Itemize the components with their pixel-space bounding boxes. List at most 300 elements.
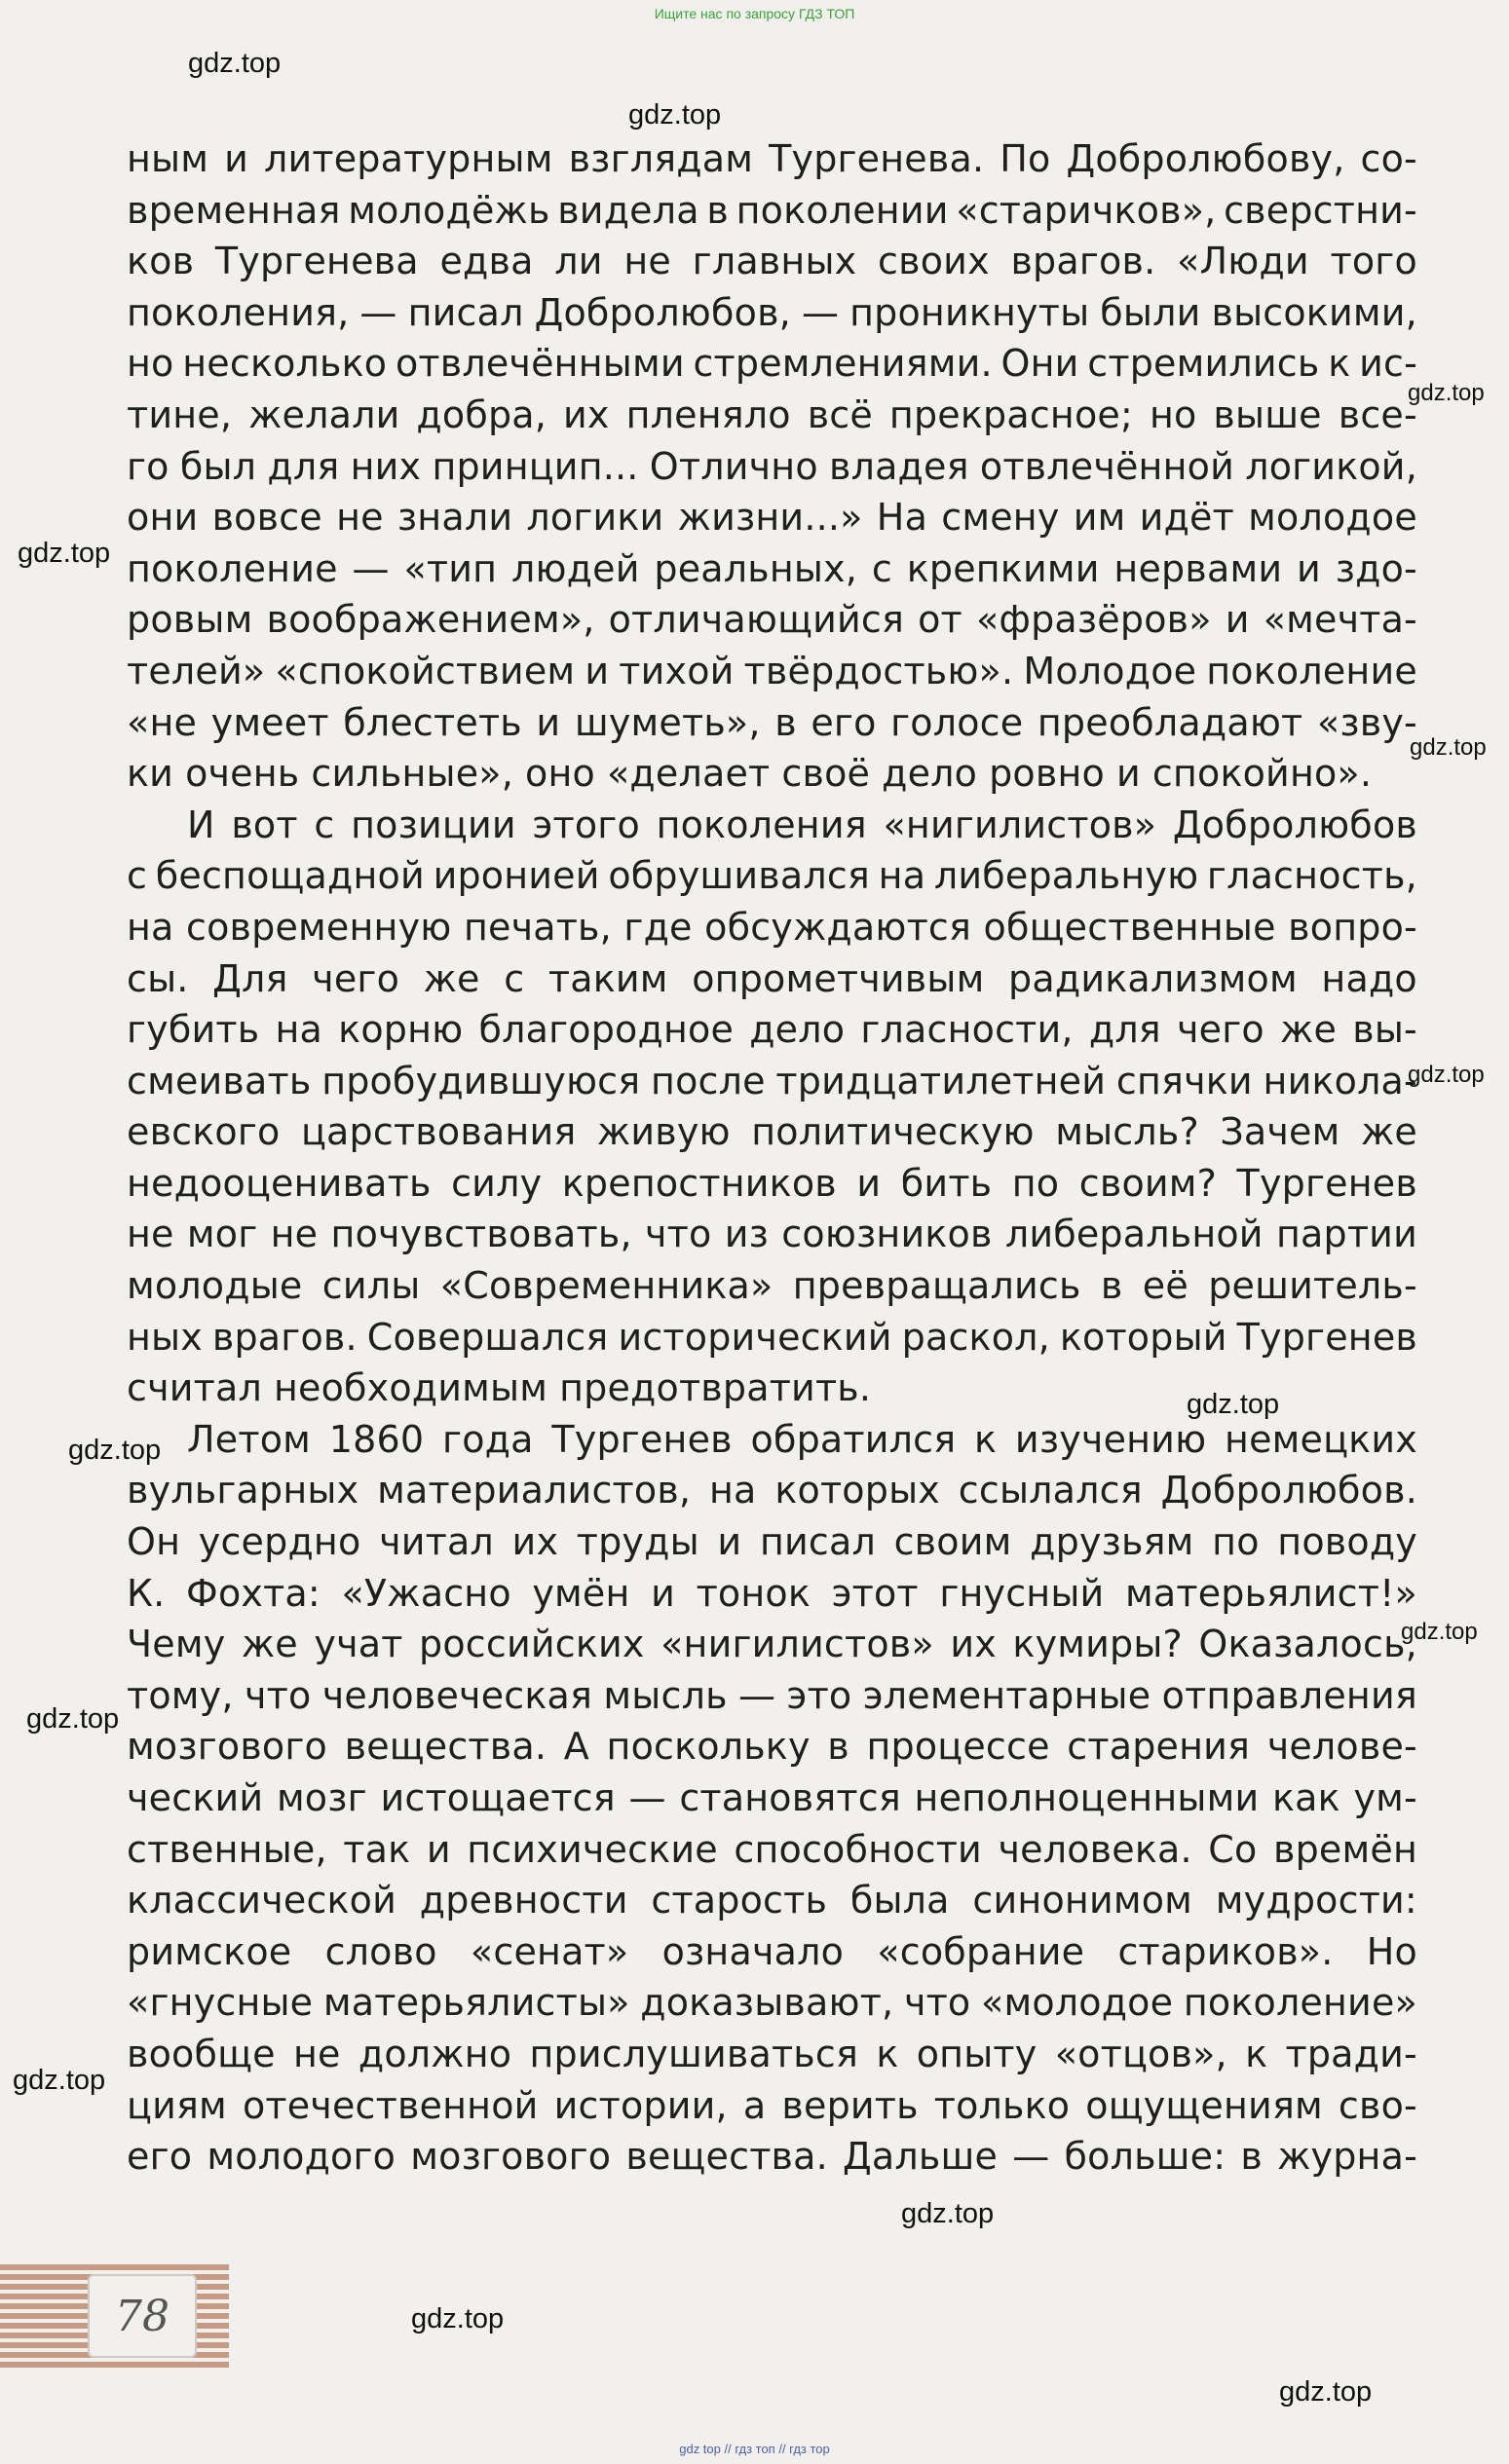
word: политическую <box>751 1110 1035 1154</box>
word: элементарные <box>862 1673 1151 1717</box>
word: Отлично <box>649 444 818 488</box>
word: «молодое <box>981 1981 1174 2025</box>
text-line <box>127 902 1417 953</box>
word: едва <box>439 240 534 283</box>
word: поколение <box>1206 649 1417 692</box>
word: логики <box>526 496 664 540</box>
word: российских <box>419 1623 645 1666</box>
word: доказывают, <box>640 1981 894 2025</box>
word: нервами <box>1113 546 1283 590</box>
word: «гнусные <box>127 1981 314 2025</box>
word: их <box>563 392 610 436</box>
word: бить <box>900 1161 993 1205</box>
word: на <box>127 905 174 949</box>
word: исторический <box>618 1315 892 1359</box>
word: 1860 <box>328 1417 425 1461</box>
word: силу <box>451 1161 543 1205</box>
word: ощущениям <box>1085 2083 1323 2127</box>
word: а <box>742 2083 767 2127</box>
word: молодое <box>1248 496 1417 540</box>
word: чего <box>312 956 400 1000</box>
word: «Люди <box>1177 240 1309 283</box>
page-number: 78 <box>115 2291 170 2341</box>
word: их <box>511 1520 559 1564</box>
word: отвлечёнными <box>395 342 685 386</box>
word: вот <box>231 803 298 846</box>
word: что <box>645 1213 712 1256</box>
word: молодые <box>127 1264 303 1308</box>
word: твёрдостью». <box>743 649 1014 692</box>
word: неполноценными <box>914 1776 1260 1819</box>
word: Летом <box>187 1417 312 1461</box>
word: римское <box>127 1929 292 1973</box>
word: прекрасное; <box>888 392 1133 436</box>
text-line <box>127 441 1417 493</box>
word: «нигилистов» <box>883 803 1157 846</box>
word: молодёжь <box>348 188 550 232</box>
word: Дальше <box>843 2135 999 2179</box>
word: но <box>127 342 174 386</box>
word: не <box>270 1213 319 1256</box>
word: по <box>1212 1520 1260 1564</box>
text-line <box>127 1106 1417 1158</box>
word: печать, <box>463 905 612 949</box>
word: ум- <box>1353 1776 1417 1819</box>
text-line <box>127 236 1417 287</box>
word: иронией <box>433 854 600 898</box>
word: тине, <box>127 392 233 436</box>
word: со- <box>1360 137 1417 180</box>
word: к <box>1245 2032 1268 2075</box>
text-line <box>127 1260 1417 1312</box>
text-line <box>127 1414 1417 1466</box>
word: них <box>350 444 422 488</box>
text-line <box>127 1516 1417 1568</box>
watermark: gdz.top <box>1187 1389 1280 1420</box>
text-line <box>127 1209 1417 1260</box>
word: го <box>127 444 170 488</box>
word: голосе <box>890 700 1024 744</box>
word: логикой, <box>1245 444 1417 488</box>
word: они <box>127 496 199 540</box>
word: к <box>974 1417 998 1461</box>
word: поскольку <box>606 1725 811 1769</box>
word: общественные <box>983 905 1276 949</box>
word: выше <box>1213 392 1322 436</box>
word: «делает <box>606 752 771 796</box>
word: литературным <box>264 137 553 180</box>
word: «тип <box>403 546 498 590</box>
text-line <box>127 646 1417 697</box>
watermark: gdz.top <box>1401 1619 1478 1645</box>
word: партии <box>1275 1213 1417 1256</box>
text-line <box>127 1926 1417 1978</box>
text-line <box>127 1056 1417 1107</box>
word: мозг <box>276 1776 367 1819</box>
word: смену <box>941 496 1060 540</box>
word: преобладают <box>1037 700 1303 744</box>
word: по <box>1011 1161 1060 1205</box>
word: чего <box>1177 1008 1264 1052</box>
word: его <box>127 2135 193 2179</box>
word: решитель- <box>1208 1264 1417 1308</box>
word: надо <box>1321 956 1417 1000</box>
word: года <box>442 1417 534 1461</box>
word: добра, <box>416 392 547 436</box>
word: телей» <box>127 649 266 692</box>
word: с <box>504 956 525 1000</box>
word: с <box>314 803 335 846</box>
word: времён <box>1273 1827 1417 1871</box>
word: писал <box>759 1520 876 1564</box>
word: поколении <box>736 188 949 232</box>
word: царствования <box>300 1110 577 1154</box>
word: губить <box>127 1008 260 1052</box>
watermark: gdz.top <box>188 48 282 79</box>
word: обсуждаются <box>704 905 972 949</box>
word: где <box>623 905 693 949</box>
word: изучению <box>1014 1417 1207 1461</box>
word: больше: <box>1064 2135 1226 2179</box>
word: пробудившуюся <box>321 1059 641 1102</box>
word: учат <box>314 1623 403 1666</box>
text-line <box>127 1568 1417 1620</box>
word: не <box>127 1213 174 1256</box>
word: союзников <box>781 1213 993 1256</box>
word: отечественной <box>242 2083 539 2127</box>
word: гласность, <box>1206 854 1417 898</box>
word: очень <box>185 752 300 796</box>
word: видела <box>557 188 699 232</box>
word: вы- <box>1352 1008 1417 1052</box>
word: корню <box>338 1008 464 1052</box>
word: к <box>1328 342 1351 386</box>
word: тихой <box>619 649 735 692</box>
word: «отцов», <box>1054 2032 1227 2075</box>
word: дело <box>882 752 978 796</box>
word: психические <box>467 1827 718 1871</box>
word: и <box>585 649 610 692</box>
word: «собрание <box>877 1929 1085 1973</box>
watermark: gdz.top <box>26 1703 120 1735</box>
word: ис- <box>1359 342 1417 386</box>
word: же <box>1280 1008 1338 1052</box>
word: На <box>876 496 928 540</box>
word: классической <box>127 1879 397 1923</box>
text-line <box>127 800 1417 851</box>
word: мог <box>186 1213 258 1256</box>
word: Со <box>1208 1827 1258 1871</box>
word: обрушивался <box>608 854 870 898</box>
word: силы <box>321 1264 421 1308</box>
word: мозгового <box>410 2135 612 2179</box>
watermark: gdz.top <box>901 2198 995 2229</box>
word: ных <box>127 1315 203 1359</box>
word: всё <box>807 392 873 436</box>
text-line <box>127 185 1417 237</box>
word: был <box>179 444 257 488</box>
word: сверстни- <box>1224 188 1417 232</box>
word: Чему <box>127 1623 226 1666</box>
word: старения <box>1067 1725 1251 1769</box>
word: означало <box>661 1929 845 1973</box>
word: что <box>244 1673 312 1717</box>
word: — <box>359 290 397 334</box>
text-line <box>127 1977 1417 2029</box>
word: не <box>336 496 384 540</box>
word: стремились <box>1087 342 1320 386</box>
word: Тургенев <box>551 1417 733 1461</box>
text-line <box>127 2131 1417 2183</box>
word: жизни...» <box>677 496 863 540</box>
watermark: gdz.top <box>68 1435 162 1466</box>
word: крепкими <box>906 546 1100 590</box>
word: верить <box>781 2083 919 2127</box>
word: материалистов, <box>377 1469 692 1512</box>
word: и <box>1115 752 1141 796</box>
word: Фохта: <box>186 1571 321 1615</box>
word: опыту <box>916 2032 1037 2075</box>
body-text <box>127 133 1417 2183</box>
word: немецких <box>1225 1417 1417 1461</box>
word: реальных, <box>654 546 858 590</box>
word: того <box>1330 240 1417 283</box>
word: истощается <box>380 1776 616 1819</box>
word: отвлечённой <box>979 444 1234 488</box>
word: воображением», <box>266 598 595 642</box>
word: на <box>878 854 926 898</box>
word: челове- <box>1266 1725 1417 1769</box>
word: на <box>275 1008 323 1052</box>
word: же <box>241 1623 298 1666</box>
word: смеивать <box>127 1059 312 1102</box>
word: людей <box>510 546 640 590</box>
word: — <box>352 546 390 590</box>
word: же <box>423 956 480 1000</box>
word: гнусный <box>939 1571 1105 1615</box>
word: желали <box>248 392 400 436</box>
word: их <box>950 1623 997 1666</box>
text-line <box>127 748 1417 800</box>
word: только <box>933 2083 1071 2127</box>
word: превращались <box>792 1264 1081 1308</box>
word: не <box>623 240 671 283</box>
word: читал <box>379 1520 494 1564</box>
text-line <box>127 1004 1417 1056</box>
word: Добролюбов, <box>534 290 791 334</box>
word: в <box>706 188 729 232</box>
word: слово <box>324 1929 437 1973</box>
word: «сенат» <box>470 1929 629 1973</box>
word: к <box>876 2032 899 2075</box>
word: опрометчивым <box>692 956 985 1000</box>
word: знали <box>396 496 513 540</box>
text-line <box>127 1312 1417 1363</box>
word: стариков». <box>1117 1929 1334 1973</box>
word: врагов. <box>211 1315 358 1359</box>
word: и <box>856 1161 882 1205</box>
word: Добролюбов. <box>1160 1469 1417 1512</box>
word: «нигилистов» <box>660 1623 934 1666</box>
word: истории, <box>553 2083 728 2127</box>
word: евского <box>127 1110 281 1154</box>
word: молодого <box>207 2135 396 2179</box>
word: Добролюбову, <box>1066 137 1345 180</box>
word: своих <box>878 240 990 283</box>
text-line <box>127 1773 1417 1824</box>
page-number-box <box>88 2274 197 2358</box>
word: в <box>1100 1264 1123 1308</box>
word: была <box>849 1879 950 1923</box>
word: и <box>651 1571 675 1615</box>
word: на <box>709 1469 757 1512</box>
word: и <box>1297 546 1321 590</box>
word: поводу <box>1277 1520 1417 1564</box>
word: для <box>1088 1008 1161 1052</box>
word: усердно <box>198 1520 361 1564</box>
word: тридцатилетней <box>775 1059 1107 1102</box>
word: предотвратить. <box>559 1366 872 1410</box>
word: «не <box>127 700 198 744</box>
word: писал <box>407 290 524 334</box>
word: все- <box>1338 392 1417 436</box>
watermark: gdz.top <box>1408 380 1485 406</box>
word: несколько <box>182 342 388 386</box>
word: ровым <box>127 598 253 642</box>
header-note: Ищите нас по запросу ГДЗ ТОП <box>654 6 855 21</box>
word: «спокойствием <box>275 649 576 692</box>
word: Но <box>1366 1929 1417 1973</box>
text-line <box>127 2029 1417 2080</box>
word: «Ужасно <box>341 1571 511 1615</box>
word: «старичков», <box>956 188 1217 232</box>
word: почувствовать, <box>330 1213 632 1256</box>
word: журна- <box>1277 2135 1417 2179</box>
word: радикализмом <box>1008 956 1298 1000</box>
word: По <box>1000 137 1051 180</box>
word: спокойно». <box>1151 752 1373 796</box>
word: тради- <box>1285 2032 1417 2075</box>
word: этот <box>831 1571 919 1615</box>
word: что <box>903 1981 971 2025</box>
word: И <box>187 803 215 846</box>
word: и <box>224 137 249 180</box>
word: циям <box>127 2083 227 2127</box>
watermark: gdz.top <box>411 2303 505 2334</box>
word: тонок <box>696 1571 811 1615</box>
word: Оказалось, <box>1198 1623 1417 1666</box>
word: беспощадной <box>155 854 425 898</box>
word: пленяло <box>625 392 791 436</box>
text-line <box>127 133 1417 185</box>
word: «зву- <box>1316 700 1417 744</box>
word: в <box>774 700 797 744</box>
word: с <box>127 854 148 898</box>
word: ственные, <box>127 1827 327 1871</box>
word: Тургенев <box>1236 1315 1417 1359</box>
word: вещества. <box>344 1725 547 1769</box>
word: мысль <box>603 1673 728 1717</box>
word: сильные», <box>311 752 514 796</box>
text-line <box>127 953 1417 1005</box>
watermark: gdz.top <box>628 99 722 131</box>
word: вообще <box>127 2032 276 2075</box>
word: и <box>717 1520 742 1564</box>
word: её <box>1142 1264 1188 1308</box>
word: после <box>651 1059 766 1102</box>
word: матерьялисты» <box>322 1981 630 2025</box>
word: должно <box>358 2032 512 2075</box>
word: спячки <box>1115 1059 1253 1102</box>
word: обратился <box>750 1417 957 1461</box>
word: ческий <box>127 1776 264 1819</box>
word: — <box>1012 2135 1050 2179</box>
word: здо- <box>1335 546 1417 590</box>
word: временная <box>127 188 341 232</box>
word: проникнуты <box>849 290 1090 334</box>
word: труды <box>576 1520 699 1564</box>
text-line <box>127 1465 1417 1516</box>
watermark: gdz.top <box>18 538 111 569</box>
watermark: gdz.top <box>1279 2376 1373 2408</box>
word: и <box>1225 598 1250 642</box>
word: ным <box>127 137 209 180</box>
word: и <box>426 1827 451 1871</box>
word: Добролюбов <box>1172 803 1417 846</box>
word: прислушиваться <box>529 2032 859 2075</box>
word: так <box>343 1827 411 1871</box>
text-line <box>127 390 1417 441</box>
word: владея <box>828 444 969 488</box>
word: принцип... <box>432 444 639 488</box>
word: «Современника» <box>439 1264 773 1308</box>
text-line <box>127 492 1417 543</box>
word: поколения, <box>127 290 350 334</box>
word: процессе <box>866 1725 1050 1769</box>
word: К. <box>127 1571 166 1615</box>
word: это <box>786 1673 852 1717</box>
word: оно <box>525 752 595 796</box>
text-line <box>127 1619 1417 1670</box>
word: в <box>1240 2135 1263 2179</box>
watermark: gdz.top <box>1410 734 1487 761</box>
word: ровно <box>989 752 1105 796</box>
word: «фразёров» <box>975 598 1212 642</box>
word: вовсе <box>211 496 322 540</box>
word: отправления <box>1161 1673 1417 1717</box>
word: им <box>1073 496 1126 540</box>
word: друзьям <box>1030 1520 1194 1564</box>
word: не <box>292 2032 341 2075</box>
word: его <box>811 700 877 744</box>
word: синонимом <box>972 1879 1193 1923</box>
word: считал <box>127 1366 262 1410</box>
word: «мечта- <box>1263 598 1417 642</box>
word: тому, <box>127 1673 234 1717</box>
word: с <box>871 546 892 590</box>
word: умеет <box>210 700 329 744</box>
word: своим? <box>1078 1161 1218 1205</box>
word: были <box>1100 290 1201 334</box>
word: сво- <box>1338 2083 1417 2127</box>
word: либеральную <box>933 854 1199 898</box>
word: таким <box>547 956 668 1000</box>
word: кумиры? <box>1012 1623 1183 1666</box>
word: этого <box>532 803 640 846</box>
word: поколения <box>656 803 867 846</box>
word: для <box>267 444 340 488</box>
text-line <box>127 543 1417 595</box>
